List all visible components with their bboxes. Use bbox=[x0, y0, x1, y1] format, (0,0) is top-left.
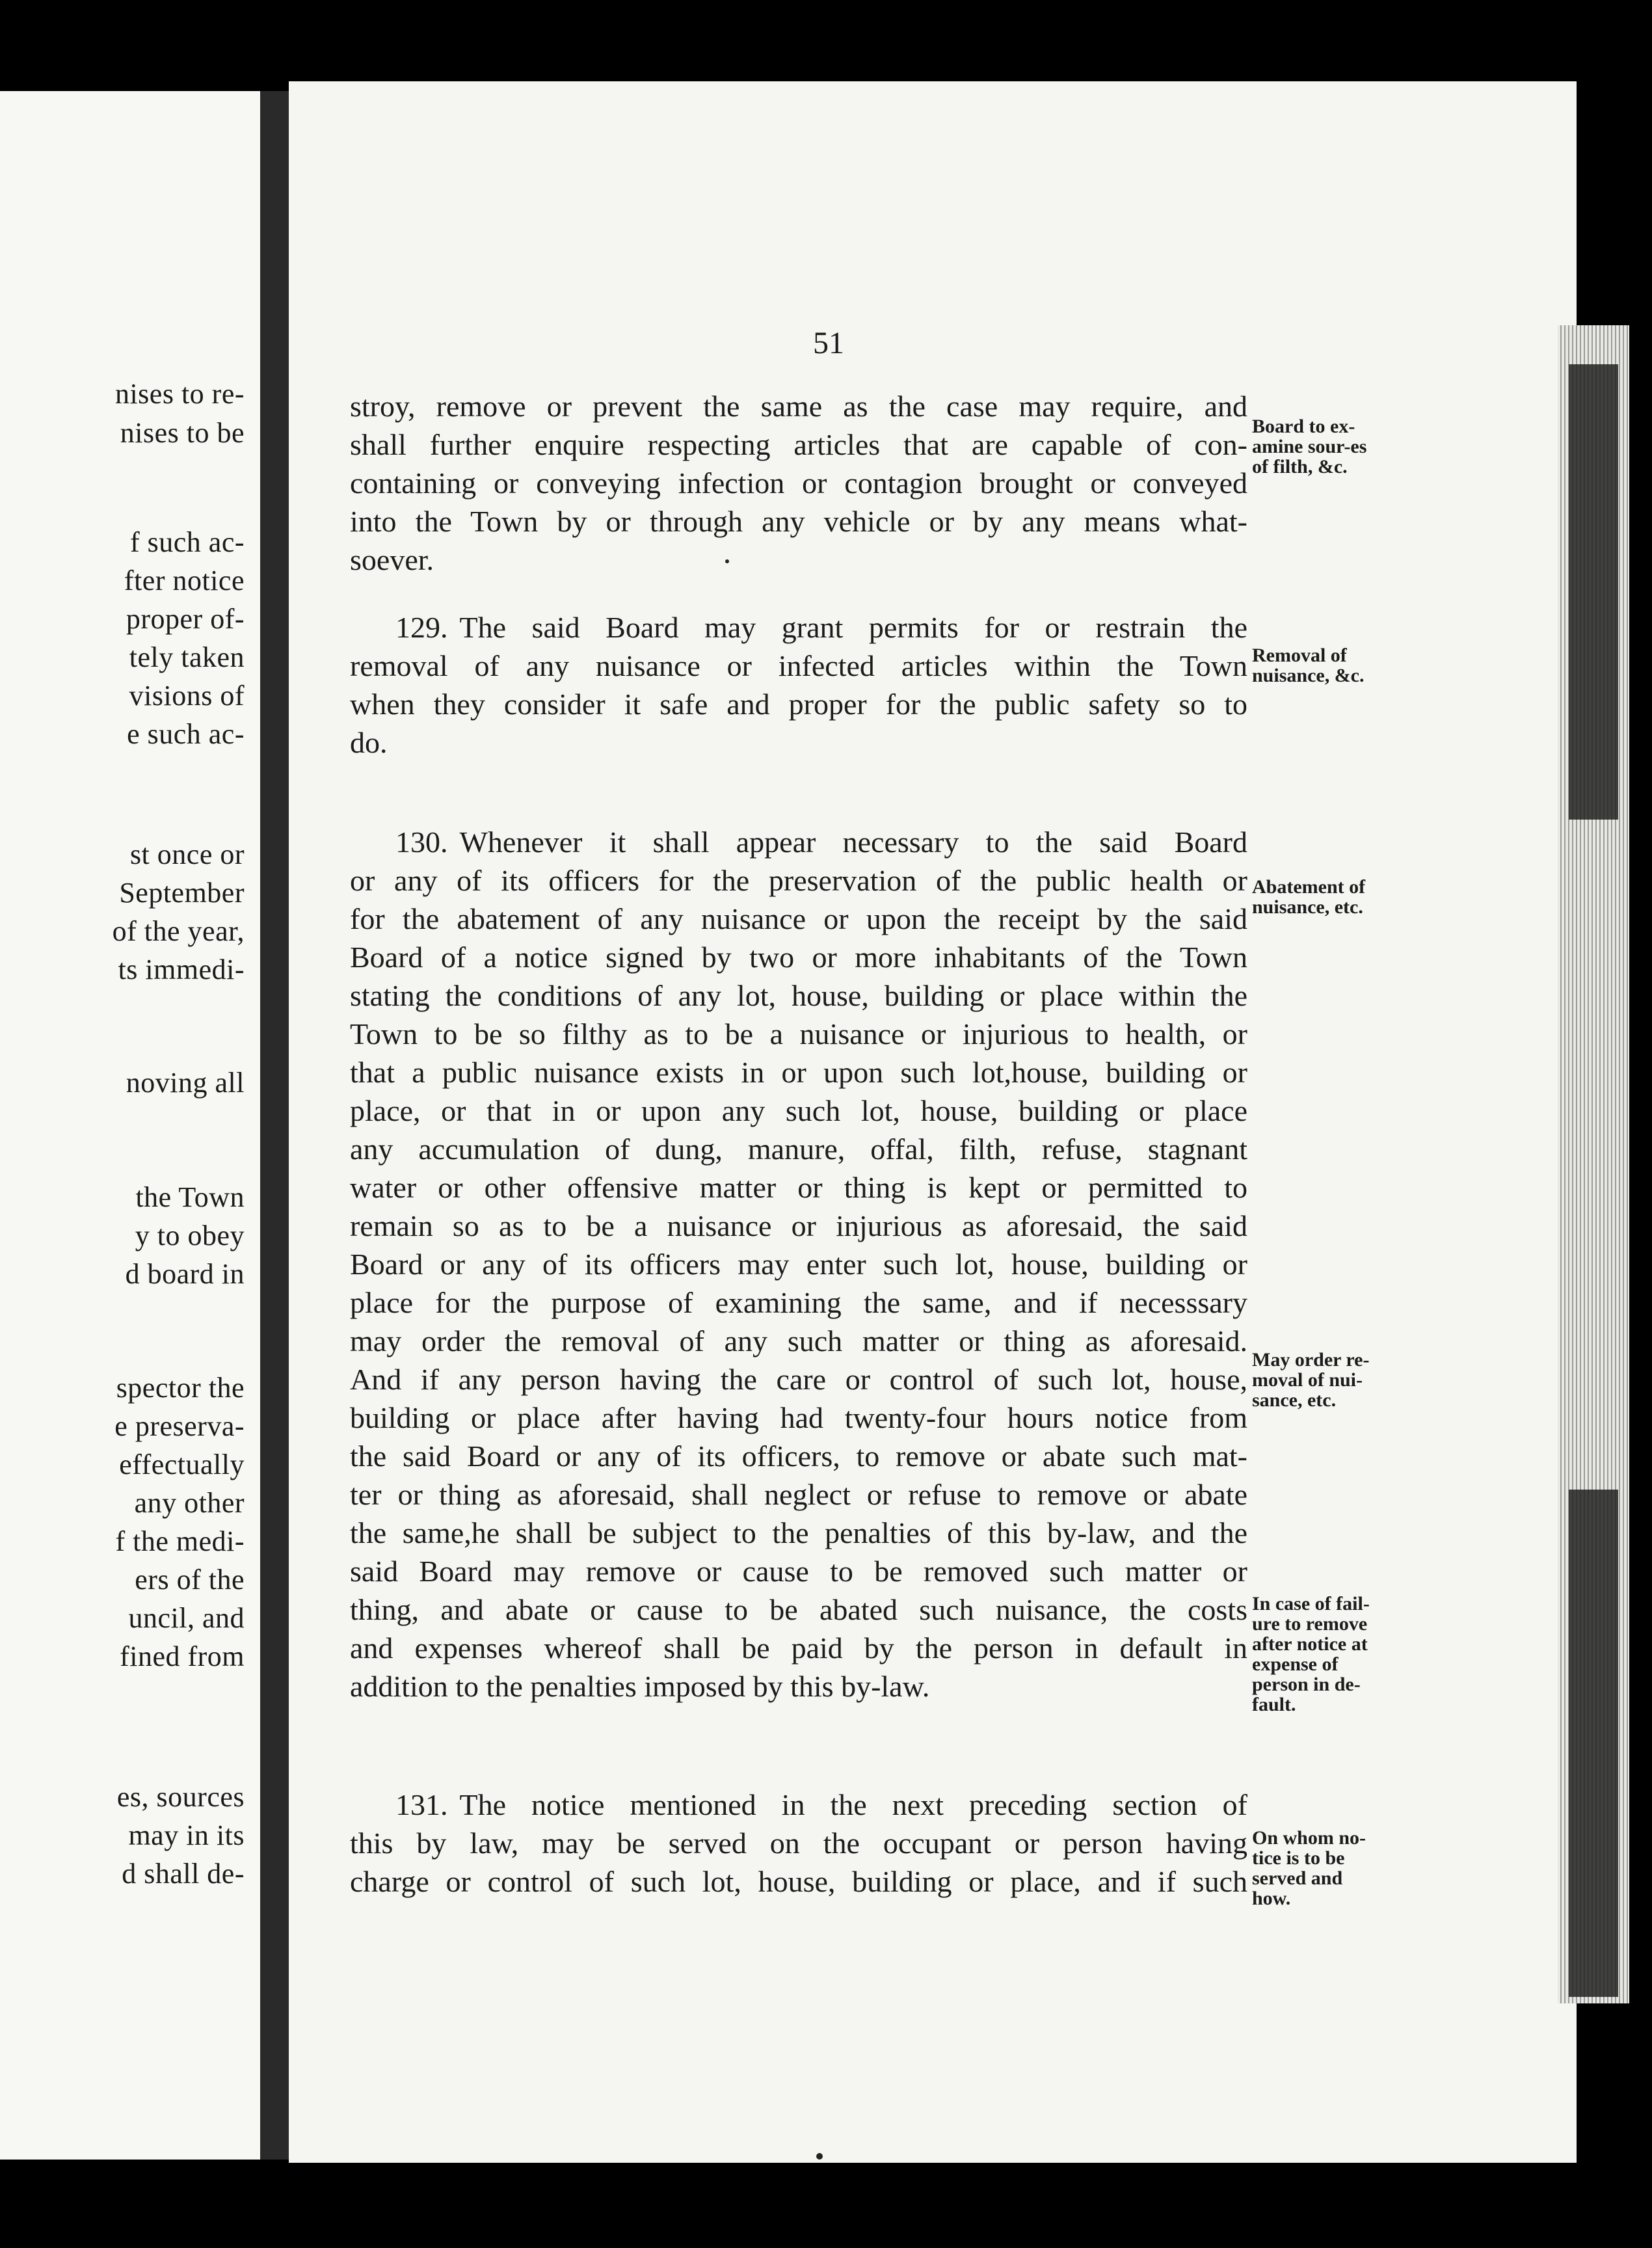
text-line: this by law, may be served on the occupant or person having bbox=[350, 1826, 1247, 1860]
left-page-line: uncil, and bbox=[128, 1602, 245, 1634]
margin-note: Board to ex- amine sour-es of filth, &c. bbox=[1252, 416, 1367, 477]
text-line: addition to the penalties imposed by this by-law. bbox=[350, 1670, 930, 1703]
text-line: the same,he shall be subject to the penalties of this by-law, and the bbox=[350, 1516, 1247, 1549]
library-stamp bbox=[1569, 364, 1618, 820]
left-page-line: any other bbox=[134, 1487, 245, 1519]
text-line: or any of its officers for the preservation of the public health or bbox=[350, 864, 1247, 897]
left-facing-page bbox=[0, 91, 260, 2160]
left-page-line: d board in bbox=[125, 1258, 245, 1290]
left-page-line: es, sources bbox=[116, 1781, 245, 1813]
library-stamp bbox=[1569, 1490, 1618, 1997]
text-line: any accumulation of dung, manure, offal, filth, refuse, stagnant bbox=[350, 1132, 1247, 1166]
left-page-line: spector the bbox=[116, 1372, 245, 1404]
left-page-line: may in its bbox=[128, 1819, 245, 1851]
text-line: the said Board or any of its officers, to remove or abate such mat- bbox=[350, 1439, 1247, 1473]
left-page-line: e such ac- bbox=[127, 718, 245, 750]
text-line: place, or that in or upon any such lot, house, building or place bbox=[350, 1094, 1247, 1127]
margin-note: Abatement of nuisance, etc. bbox=[1252, 876, 1366, 918]
left-page-line: visions of bbox=[129, 680, 245, 712]
text-line: for the abatement of any nuisance or upon the receipt by the said bbox=[350, 902, 1247, 935]
left-page-line: of the year, bbox=[112, 915, 245, 947]
margin-note: In case of fail- ure to remove after notice at expense of person in de- fault. bbox=[1252, 1593, 1370, 1715]
text-line: thing, and abate or cause to be abated such nuisance, the costs bbox=[350, 1593, 1247, 1626]
left-page-line: e preserva- bbox=[114, 1410, 245, 1442]
margin-note: On whom no- tice is to be served and how. bbox=[1252, 1827, 1366, 1909]
text-line: containing or conveying infection or contagion brought or conveyed bbox=[350, 466, 1247, 500]
text-line: shall further enquire respecting articles that are capable of con- bbox=[350, 428, 1247, 461]
text-line: water or other offensive matter or thing is kept or permitted to bbox=[350, 1171, 1247, 1204]
text-line: stating the conditions of any lot, house, building or place within the bbox=[350, 979, 1247, 1012]
text-line: said Board may remove or cause to be removed such matter or bbox=[350, 1555, 1247, 1588]
text-line: soever. bbox=[350, 543, 434, 576]
left-page-line: proper of- bbox=[126, 603, 245, 635]
left-page-line: fined from bbox=[120, 1640, 245, 1672]
text-line: stroy, remove or prevent the same as the case may require, and bbox=[350, 390, 1247, 423]
left-page-line: tely taken bbox=[129, 641, 245, 673]
page-number: 51 bbox=[813, 326, 844, 360]
scan-speck bbox=[725, 559, 729, 563]
margin-note: May order re- moval of nui- sance, etc. bbox=[1252, 1349, 1370, 1411]
left-page-line: f the medi- bbox=[115, 1525, 245, 1557]
margin-note: Removal of nuisance, &c. bbox=[1252, 645, 1365, 686]
text-line: Board of a notice signed by two or more inhabitants of the Town bbox=[350, 941, 1247, 974]
section-number: 129. bbox=[395, 611, 448, 644]
scan-speck bbox=[816, 2153, 823, 2160]
section-number: 131. bbox=[395, 1788, 448, 1821]
left-page-line: nises to re- bbox=[114, 378, 245, 410]
left-page-line: the Town bbox=[135, 1181, 245, 1213]
text-line: Town to be so filthy as to be a nuisance or injurious to health, or bbox=[350, 1017, 1247, 1050]
text-line: Board or any of its officers may enter such lot, house, building or bbox=[350, 1248, 1247, 1281]
text-line: into the Town by or through any vehicle or by any means what- bbox=[350, 505, 1247, 538]
left-page-line: nises to be bbox=[120, 417, 245, 449]
section-130 bbox=[350, 823, 1247, 1706]
text-line: and expenses whereof shall be paid by the person in default in bbox=[350, 1631, 1247, 1665]
text-line: removal of any nuisance or infected articles within the Town bbox=[350, 649, 1247, 682]
left-page-line: ers of the bbox=[135, 1564, 245, 1596]
text-line: when they consider it safe and proper for the public safety so to bbox=[350, 688, 1247, 721]
section-131 bbox=[350, 1786, 1247, 1901]
left-page-line: noving all bbox=[126, 1067, 245, 1099]
left-page-line: September bbox=[119, 877, 245, 909]
section-number: 130. bbox=[395, 825, 448, 859]
text-line: may order the removal of any such matter or thing as aforesaid. bbox=[350, 1324, 1247, 1358]
text-line: Whenever it shall appear necessary to the said Board bbox=[459, 825, 1247, 859]
left-page-line: ts immedi- bbox=[118, 954, 245, 985]
left-page-line: st once or bbox=[129, 838, 245, 870]
book-gutter bbox=[260, 91, 289, 2160]
left-page-line: fter notice bbox=[124, 565, 245, 596]
section-continuation bbox=[350, 387, 1247, 579]
text-line: ter or thing as aforesaid, shall neglect or refuse to remove or abate bbox=[350, 1478, 1247, 1511]
text-line: The notice mentioned in the next preceding section of bbox=[459, 1788, 1247, 1821]
text-line: that a public nuisance exists in or upon such lot,house, building or bbox=[350, 1056, 1247, 1089]
left-page-line: f such ac- bbox=[129, 526, 245, 558]
left-page-line: effectually bbox=[119, 1449, 245, 1480]
text-line: charge or control of such lot, house, building or place, and if such bbox=[350, 1865, 1247, 1898]
left-page-line: y to obey bbox=[135, 1220, 245, 1251]
section-129 bbox=[350, 608, 1247, 762]
text-line: do. bbox=[350, 726, 388, 759]
left-page-line: d shall de- bbox=[122, 1858, 245, 1890]
text-line: The said Board may grant permits for or restrain the bbox=[459, 611, 1247, 644]
text-line: building or place after having had twenty-four hours notice from bbox=[350, 1401, 1247, 1434]
text-line: And if any person having the care or control of such lot, house, bbox=[350, 1363, 1247, 1396]
text-line: remain so as to be a nuisance or injurious as aforesaid, the said bbox=[350, 1209, 1247, 1242]
text-line: place for the purpose of examining the same, and if necesssary bbox=[350, 1286, 1247, 1319]
